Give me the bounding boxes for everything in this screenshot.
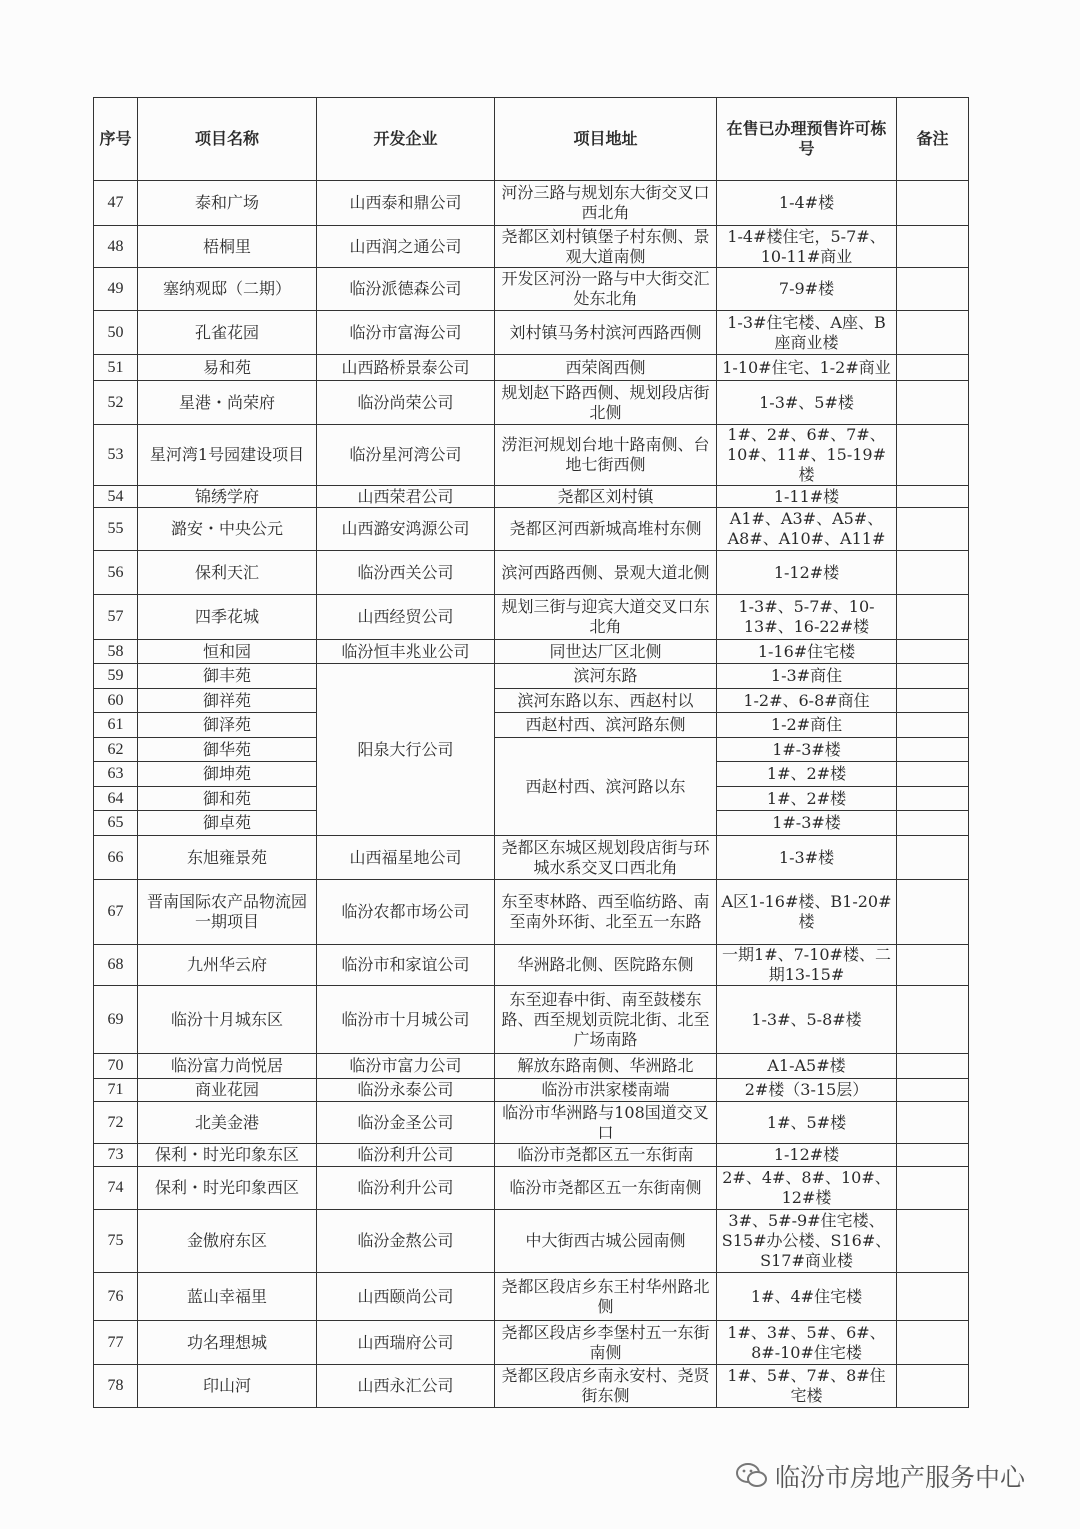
project-name: 东旭雍景苑	[138, 836, 317, 880]
remarks	[897, 595, 969, 640]
building-numbers: 1-2#商住	[717, 713, 897, 738]
remarks	[897, 355, 969, 381]
project-name: 保利天汇	[138, 551, 317, 595]
table-row	[94, 1167, 969, 1210]
project-address: 尧都区河西新城高堆村东侧	[495, 508, 717, 551]
row-number: 70	[94, 1054, 138, 1079]
table-row	[94, 713, 969, 738]
project-address: 尧都区刘村镇堡子村东侧、景观大道南侧	[495, 226, 717, 268]
project-address: 尧都区段店乡南永安村、尧贤街东侧	[495, 1365, 717, 1408]
remarks	[897, 880, 969, 945]
remarks	[897, 181, 969, 226]
developer: 临汾星河湾公司	[317, 425, 495, 486]
project-name: 御坤苑	[138, 762, 317, 787]
table-header-row	[94, 98, 969, 181]
project-address: 滨河东路	[495, 664, 717, 689]
remarks	[897, 486, 969, 508]
presale-project-table	[93, 97, 969, 1408]
row-number: 76	[94, 1273, 138, 1321]
developer: 临汾市富力公司	[317, 1054, 495, 1079]
row-number: 72	[94, 1102, 138, 1144]
project-address: 东至枣林路、西至临纺路、南至南外环街、北至五一东路	[495, 880, 717, 945]
project-address: 临汾市华洲路与108国道交叉口	[495, 1102, 717, 1144]
remarks	[897, 1321, 969, 1365]
remarks	[897, 381, 969, 425]
row-number: 67	[94, 880, 138, 945]
building-numbers: 一期1#、7-10#楼、二期13-15#	[717, 945, 897, 986]
row-number: 54	[94, 486, 138, 508]
table-row	[94, 689, 969, 713]
project-address: 中大街西古城公园南侧	[495, 1210, 717, 1273]
developer: 临汾金圣公司	[317, 1102, 495, 1144]
project-name: 御卓苑	[138, 811, 317, 836]
table-row	[94, 381, 969, 425]
building-numbers: A1-A5#楼	[717, 1054, 897, 1079]
remarks	[897, 762, 969, 787]
remarks	[897, 226, 969, 268]
building-numbers: 7-9#楼	[717, 268, 897, 311]
building-numbers: 1-3#、5-7#、10-13#、16-22#楼	[717, 595, 897, 640]
project-name: 蓝山幸福里	[138, 1273, 317, 1321]
row-number: 61	[94, 713, 138, 738]
remarks	[897, 1079, 969, 1102]
row-number: 56	[94, 551, 138, 595]
table-row	[94, 551, 969, 595]
project-address: 刘村镇马务村滨河西路西侧	[495, 311, 717, 355]
remarks	[897, 311, 969, 355]
project-address: 临汾市尧都区五一东街南	[495, 1144, 717, 1167]
developer: 临汾永泰公司	[317, 1079, 495, 1102]
building-numbers: 1#、3#、5#、6#、8#-10#住宅楼	[717, 1321, 897, 1365]
remarks	[897, 1210, 969, 1273]
row-number: 68	[94, 945, 138, 986]
table-row	[94, 738, 969, 762]
remarks	[897, 1273, 969, 1321]
building-numbers: 1-3#、5#楼	[717, 381, 897, 425]
project-name: 临汾富力尚悦居	[138, 1054, 317, 1079]
project-name: 孔雀花园	[138, 311, 317, 355]
table-row	[94, 1365, 969, 1408]
building-numbers: 1-10#住宅、1-2#商业	[717, 355, 897, 381]
project-address: 河汾三路与规划东大街交叉口西北角	[495, 181, 717, 226]
row-number: 60	[94, 689, 138, 713]
row-number: 53	[94, 425, 138, 486]
project-name: 功名理想城	[138, 1321, 317, 1365]
project-address: 尧都区段店乡东王村华州路北侧	[495, 1273, 717, 1321]
table-row	[94, 1144, 969, 1167]
remarks	[897, 640, 969, 664]
project-name: 梧桐里	[138, 226, 317, 268]
developer: 山西瑞府公司	[317, 1321, 495, 1365]
project-address: 临汾市尧都区五一东街南侧	[495, 1167, 717, 1210]
building-numbers: 1-4#楼	[717, 181, 897, 226]
remarks	[897, 689, 969, 713]
row-number: 77	[94, 1321, 138, 1365]
developer: 山西泰和鼎公司	[317, 181, 495, 226]
row-number: 75	[94, 1210, 138, 1273]
remarks	[897, 1144, 969, 1167]
building-numbers: 1-2#、6-8#商住	[717, 689, 897, 713]
remarks	[897, 986, 969, 1054]
row-number: 64	[94, 787, 138, 811]
building-numbers: 1-12#楼	[717, 1144, 897, 1167]
developer: 山西颐尚公司	[317, 1273, 495, 1321]
project-name: 御泽苑	[138, 713, 317, 738]
project-name: 锦绣学府	[138, 486, 317, 508]
building-numbers: 1-3#、5-8#楼	[717, 986, 897, 1054]
building-numbers: 1-11#楼	[717, 486, 897, 508]
building-numbers: 1#-3#楼	[717, 811, 897, 836]
developer: 临汾市十月城公司	[317, 986, 495, 1054]
developer: 山西永汇公司	[317, 1365, 495, 1408]
project-name: 塞纳观邸（二期）	[138, 268, 317, 311]
project-name: 金傲府东区	[138, 1210, 317, 1273]
project-name: 御华苑	[138, 738, 317, 762]
table-row	[94, 836, 969, 880]
header-buildings: 在售已办理预售许可栋号	[717, 98, 897, 181]
developer: 临汾市富海公司	[317, 311, 495, 355]
building-numbers: 1#、5#楼	[717, 1102, 897, 1144]
project-name: 潞安・中央公元	[138, 508, 317, 551]
header-developer: 开发企业	[317, 98, 495, 181]
developer: 山西经贸公司	[317, 595, 495, 640]
table-row	[94, 181, 969, 226]
project-name: 四季花城	[138, 595, 317, 640]
header-address: 项目地址	[495, 98, 717, 181]
building-numbers: 1#、2#楼	[717, 762, 897, 787]
row-number: 73	[94, 1144, 138, 1167]
table-row	[94, 640, 969, 664]
remarks	[897, 836, 969, 880]
table-row	[94, 1210, 969, 1273]
table-row	[94, 1321, 969, 1365]
remarks	[897, 811, 969, 836]
wechat-icon	[735, 1462, 769, 1490]
footer-account-name: 临汾市房地产服务中心	[775, 1463, 1026, 1492]
building-numbers: 1#、4#住宅楼	[717, 1273, 897, 1321]
table-row	[94, 664, 969, 689]
table-row	[94, 945, 969, 986]
building-numbers: 1-3#商住	[717, 664, 897, 689]
project-address: 规划三街与迎宾大道交叉口东北角	[495, 595, 717, 640]
building-numbers: 1-4#楼住宅，5-7#、10-11#商业	[717, 226, 897, 268]
remarks	[897, 738, 969, 762]
project-address: 同世达厂区北侧	[495, 640, 717, 664]
remarks	[897, 508, 969, 551]
project-address: 华洲路北侧、医院路东侧	[495, 945, 717, 986]
table-row	[94, 1054, 969, 1079]
developer: 临汾市和家谊公司	[317, 945, 495, 986]
project-address: 东至迎春中街、南至鼓楼东路、西至规划贡院北街、北至广场南路	[495, 986, 717, 1054]
developer: 临汾农都市场公司	[317, 880, 495, 945]
row-number: 63	[94, 762, 138, 787]
table-row	[94, 595, 969, 640]
project-name: 北美金港	[138, 1102, 317, 1144]
remarks	[897, 425, 969, 486]
project-address: 开发区河汾一路与中大街交汇处东北角	[495, 268, 717, 311]
developer: 临汾尚荣公司	[317, 381, 495, 425]
building-numbers: 1-12#楼	[717, 551, 897, 595]
project-address: 解放东路南侧、华洲路北	[495, 1054, 717, 1079]
table-row	[94, 508, 969, 551]
project-address: 尧都区段店乡李堡村五一东街南侧	[495, 1321, 717, 1365]
remarks	[897, 1054, 969, 1079]
project-name: 御祥苑	[138, 689, 317, 713]
row-number: 69	[94, 986, 138, 1054]
project-name: 临汾十月城东区	[138, 986, 317, 1054]
row-number: 47	[94, 181, 138, 226]
developer: 临汾西关公司	[317, 551, 495, 595]
remarks	[897, 268, 969, 311]
row-number: 58	[94, 640, 138, 664]
row-number: 51	[94, 355, 138, 381]
table-row	[94, 355, 969, 381]
remarks	[897, 945, 969, 986]
building-numbers: 1#-3#楼	[717, 738, 897, 762]
project-name: 御丰苑	[138, 664, 317, 689]
footer-watermark	[735, 1458, 1025, 1494]
remarks	[897, 551, 969, 595]
project-name: 保利・时光印象东区	[138, 1144, 317, 1167]
project-address: 滨河西路西侧、景观大道北侧	[495, 551, 717, 595]
project-name: 商业花园	[138, 1079, 317, 1102]
row-number: 52	[94, 381, 138, 425]
building-numbers: A1#、A3#、A5#、A8#、A10#、A11#	[717, 508, 897, 551]
header-remarks: 备注	[897, 98, 969, 181]
developer: 临汾金熬公司	[317, 1210, 495, 1273]
row-number: 55	[94, 508, 138, 551]
row-number: 78	[94, 1365, 138, 1408]
developer: 山西福星地公司	[317, 836, 495, 880]
developer: 临汾恒丰兆业公司	[317, 640, 495, 664]
table-row	[94, 1079, 969, 1102]
row-number: 71	[94, 1079, 138, 1102]
table-row	[94, 425, 969, 486]
remarks	[897, 664, 969, 689]
developer: 临汾利升公司	[317, 1167, 495, 1210]
project-address: 涝洰河规划台地十路南侧、台地七街西侧	[495, 425, 717, 486]
row-number: 49	[94, 268, 138, 311]
project-address: 规划赵下路西侧、规划段店街北侧	[495, 381, 717, 425]
remarks	[897, 1365, 969, 1408]
developer: 山西路桥景泰公司	[317, 355, 495, 381]
remarks	[897, 1167, 969, 1210]
developer: 临汾利升公司	[317, 1144, 495, 1167]
project-name: 保利・时光印象西区	[138, 1167, 317, 1210]
building-numbers: 3#、5#-9#住宅楼、S15#办公楼、S16#、S17#商业楼	[717, 1210, 897, 1273]
table-row	[94, 226, 969, 268]
building-numbers: 1#、2#、6#、7#、10#、11#、15-19#楼	[717, 425, 897, 486]
table-row	[94, 986, 969, 1054]
building-numbers: 2#楼（3-15层）	[717, 1079, 897, 1102]
project-address: 西赵村西、滨河路东侧	[495, 713, 717, 738]
remarks	[897, 787, 969, 811]
building-numbers: 1-3#楼	[717, 836, 897, 880]
row-number: 50	[94, 311, 138, 355]
project-address: 西荣阁西侧	[495, 355, 717, 381]
row-number: 48	[94, 226, 138, 268]
header-project-name: 项目名称	[138, 98, 317, 181]
header-no: 序号	[94, 98, 138, 181]
project-name: 泰和广场	[138, 181, 317, 226]
table-row	[94, 880, 969, 945]
row-number: 65	[94, 811, 138, 836]
developer: 山西荣君公司	[317, 486, 495, 508]
row-number: 74	[94, 1167, 138, 1210]
project-name: 星港・尚荣府	[138, 381, 317, 425]
project-name: 晋南国际农产品物流园一期项目	[138, 880, 317, 945]
project-address: 临汾市洪家楼南端	[495, 1079, 717, 1102]
building-numbers: 1-3#住宅楼、A座、B座商业楼	[717, 311, 897, 355]
row-number: 66	[94, 836, 138, 880]
project-address: 滨河东路以东、西赵村以	[495, 689, 717, 713]
remarks	[897, 713, 969, 738]
building-numbers: 1#、2#楼	[717, 787, 897, 811]
table-row	[94, 268, 969, 311]
row-number: 57	[94, 595, 138, 640]
building-numbers: 1#、5#、7#、8#住宅楼	[717, 1365, 897, 1408]
developer: 临汾派德森公司	[317, 268, 495, 311]
project-address: 尧都区刘村镇	[495, 486, 717, 508]
project-address: 西赵村西、滨河路以东	[495, 738, 717, 836]
table-row	[94, 1273, 969, 1321]
row-number: 62	[94, 738, 138, 762]
table-row	[94, 1102, 969, 1144]
project-name: 九州华云府	[138, 945, 317, 986]
building-numbers: A区1-16#楼、B1-20#楼	[717, 880, 897, 945]
project-address: 尧都区东城区规划段店街与环城水系交叉口西北角	[495, 836, 717, 880]
developer: 山西潞安鸿源公司	[317, 508, 495, 551]
row-number: 59	[94, 664, 138, 689]
project-name: 御和苑	[138, 787, 317, 811]
building-numbers: 2#、4#、8#、10#、12#楼	[717, 1167, 897, 1210]
project-name: 印山河	[138, 1365, 317, 1408]
building-numbers: 1-16#住宅楼	[717, 640, 897, 664]
developer: 阳泉大行公司	[317, 664, 495, 836]
project-name: 恒和园	[138, 640, 317, 664]
project-name: 易和苑	[138, 355, 317, 381]
developer: 山西润之通公司	[317, 226, 495, 268]
table-row	[94, 311, 969, 355]
table-row	[94, 486, 969, 508]
project-name: 星河湾1号园建设项目	[138, 425, 317, 486]
remarks	[897, 1102, 969, 1144]
